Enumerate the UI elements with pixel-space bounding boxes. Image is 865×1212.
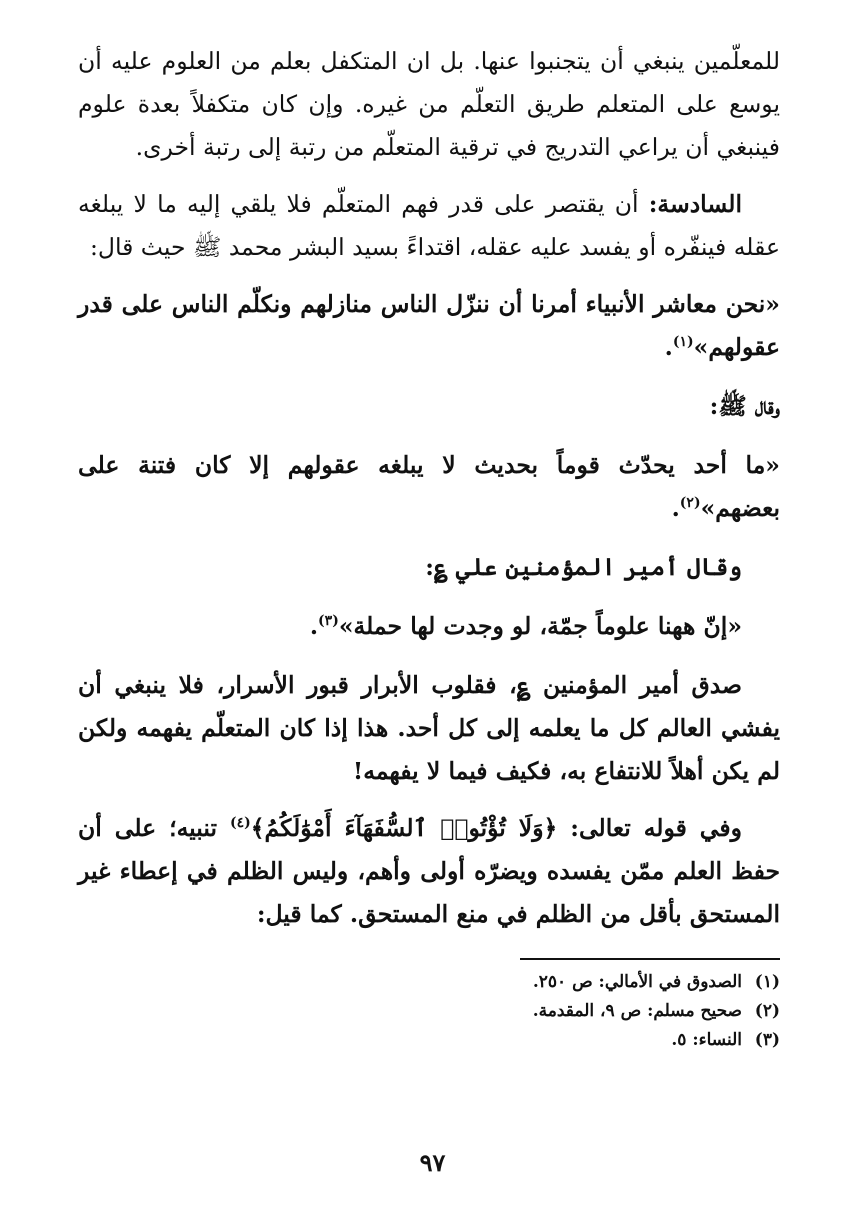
quote-1-period: . [664, 333, 673, 361]
sixth-label: السادسة: [648, 190, 742, 218]
paragraph-1-text: للمعلّمين ينبغي أن يتجنبوا عنها. بل ان المتكفل بعلم من العلوم عليه أن يوسع على المتعلم طريق التعلّم من غيره. وإن كان متكفلاً بعدة علوم فينبغي أن يراعي التدريج في ترقية المتعلّم من رتبة إلى رتبة أخرى. [78, 47, 780, 161]
footnote-1 [78, 968, 780, 997]
hadith-quote-3 [78, 605, 780, 648]
footnote-2 [78, 997, 780, 1026]
said-label-text: وقال ﷺ: [709, 392, 780, 420]
footnote-divider [520, 958, 780, 960]
footnote-3-text: النساء: ٥. [671, 1030, 742, 1050]
ali-label [78, 546, 780, 589]
sixth-text: أن يقتصر على قدر فهم المتعلّم فلا يلقي إليه ما لا يبلغه عقله فينفّره أو يفسد عليه عقله، اقتداءً بسيد البشر محمد ﷺ حيث قال: [78, 190, 780, 261]
paragraph-sixth [78, 183, 780, 269]
hadith-quote-1-text: «نحن معاشر الأنبياء أمرنا أن ننزّل الناس منازلهم ونكلّم الناس على قدر عقولهم» [78, 290, 780, 361]
paragraph-3 [78, 807, 780, 936]
page-number: ٩٧ [419, 1148, 446, 1177]
footnote-3-number: (٣) [754, 1030, 780, 1050]
footnote-2-text: صحيح مسلم: ص ٩، المقدمة. [532, 1001, 742, 1021]
paragraph-3-start: وفي قوله تعالى: ﴿وَلَا تُؤْتُوا۟ ٱلسُّفَهَآءَ أَمْوَٰلَكُمُ﴾ [250, 814, 742, 842]
paragraph-2 [78, 664, 780, 793]
hadith-quote-1 [78, 283, 780, 369]
footnote-1-text: الصدوق في الأمالي: ص ٢٥٠. [532, 972, 742, 992]
paragraph-1 [78, 40, 780, 169]
paragraph-3-end: تنبيه؛ على أن حفظ العلم ممّن يفسده ويضرّه أولى وأهم، وليس الظلم في إعطاء غير المستحق بأقل من الظلم في منع المستحق. كما قيل: [78, 814, 780, 928]
footnote-1-number: (١) [754, 972, 780, 992]
footnotes [78, 968, 780, 1055]
hadith-quote-2 [78, 444, 780, 530]
footnote-ref-3: (٣) [318, 613, 339, 630]
said-label [78, 385, 780, 428]
ali-label-text: وقال أمير المؤمنين علي ؏: [425, 553, 742, 581]
quote-3-period: . [309, 612, 319, 640]
hadith-quote-3-text: «إنّ ههنا علوماً جمّة، لو وجدت لها حملة» [338, 612, 742, 640]
hadith-quote-2-text: «ما أحد يحدّث قوماً بحديث لا يبلغه عقولهم إلا كان فتنة على بعضهم» [78, 451, 780, 522]
footnote-ref-1: (١) [672, 334, 694, 351]
quote-2-period: . [671, 494, 680, 522]
footnote-ref-4: (٤) [229, 815, 251, 832]
paragraph-2-text: صدق أمير المؤمنين ؏، فقلوب الأبرار قبور الأسرار، فلا ينبغي أن يفشي العالم كل ما يعلمه إلى كل أحد. هذا إذا كان المتعلّم يفهمه ولكن لم يكن أهلاً للانتفاع به، فكيف فيما لا يفهمه! [78, 671, 780, 785]
footnote-2-number: (٢) [754, 1001, 780, 1021]
footnote-ref-2: (٢) [679, 495, 701, 512]
page-body [78, 40, 780, 1055]
footnote-3 [78, 1026, 780, 1055]
